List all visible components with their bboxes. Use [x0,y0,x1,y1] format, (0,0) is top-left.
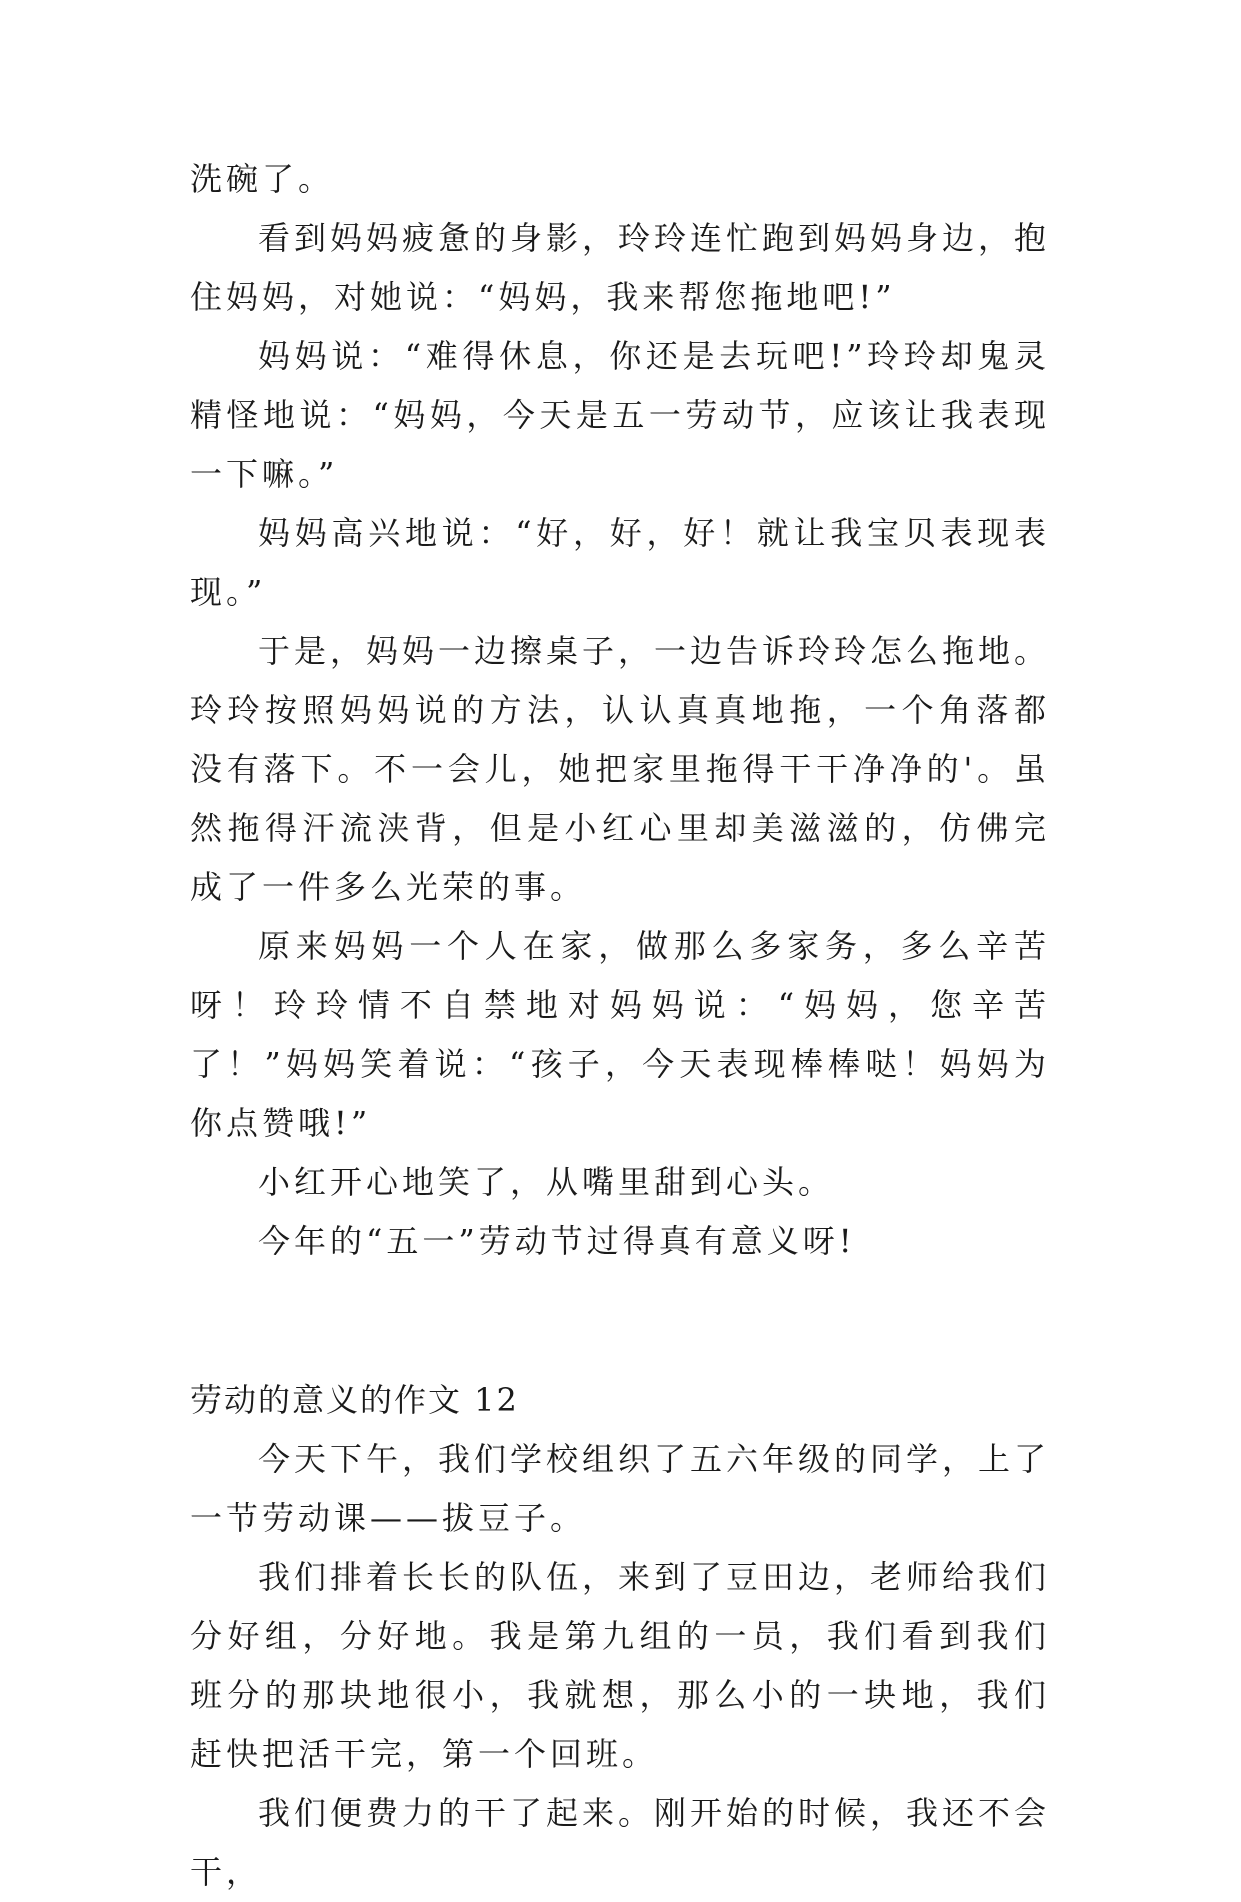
paragraph: 妈妈说：“难得休息，你还是去玩吧!”玲玲却鬼灵精怪地说：“妈妈，今天是五一劳动节，应该让我表现一下嘛。” [190,337,1050,493]
paragraph: 我们排着长长的队伍，来到了豆田边，老师给我们分好组，分好地。我是第九组的一员，我们看到我们班分的那块地很小，我就想，那么小的一块地，我们赶快把活干完，第一个回班。 [190,1558,1051,1773]
paragraph: 小红开心地笑了，从嘴里甜到心头。 [258,1163,835,1201]
paragraph: 于是，妈妈一边擦桌子，一边告诉玲玲怎么拖地。玲玲按照妈妈说的方法，认认真真地拖，一个角落都没有落下。不一会儿，她把家里拖得干干净净的'。虽然拖得汗流浃背，但是小红心里却美滋滋的，仿佛完成了一件多么光荣的事。 [190,632,1051,906]
paragraph: 洗碗了。 [190,160,335,198]
paragraph: 我们便费力的干了起来。刚开始的时候，我还不会干， [190,1794,1051,1891]
paragraph: 今天下午，我们学校组织了五六年级的同学，上了一节劳动课——拔豆子。 [190,1440,1051,1537]
section-spacer [190,1271,1050,1371]
document-page [190,150,1050,1902]
paragraph: 今年的“五一”劳动节过得真有意义呀! [258,1222,856,1260]
paragraph: 妈妈高兴地说：“好，好，好！就让我宝贝表现表现。” [190,514,1050,611]
paragraph: 原来妈妈一个人在家，做那么多家务，多么辛苦呀！玲玲情不自禁地对妈妈说：“妈妈，您辛苦了！”妈妈笑着说：“孩子，今天表现棒棒哒！妈妈为你点赞哦!” [190,927,1050,1142]
section-title: 劳动的意义的作文 12 [190,1381,519,1419]
paragraph: 看到妈妈疲惫的身影，玲玲连忙跑到妈妈身边，抱住妈妈，对她说：“妈妈，我来帮您拖地吧!” [190,219,1051,316]
